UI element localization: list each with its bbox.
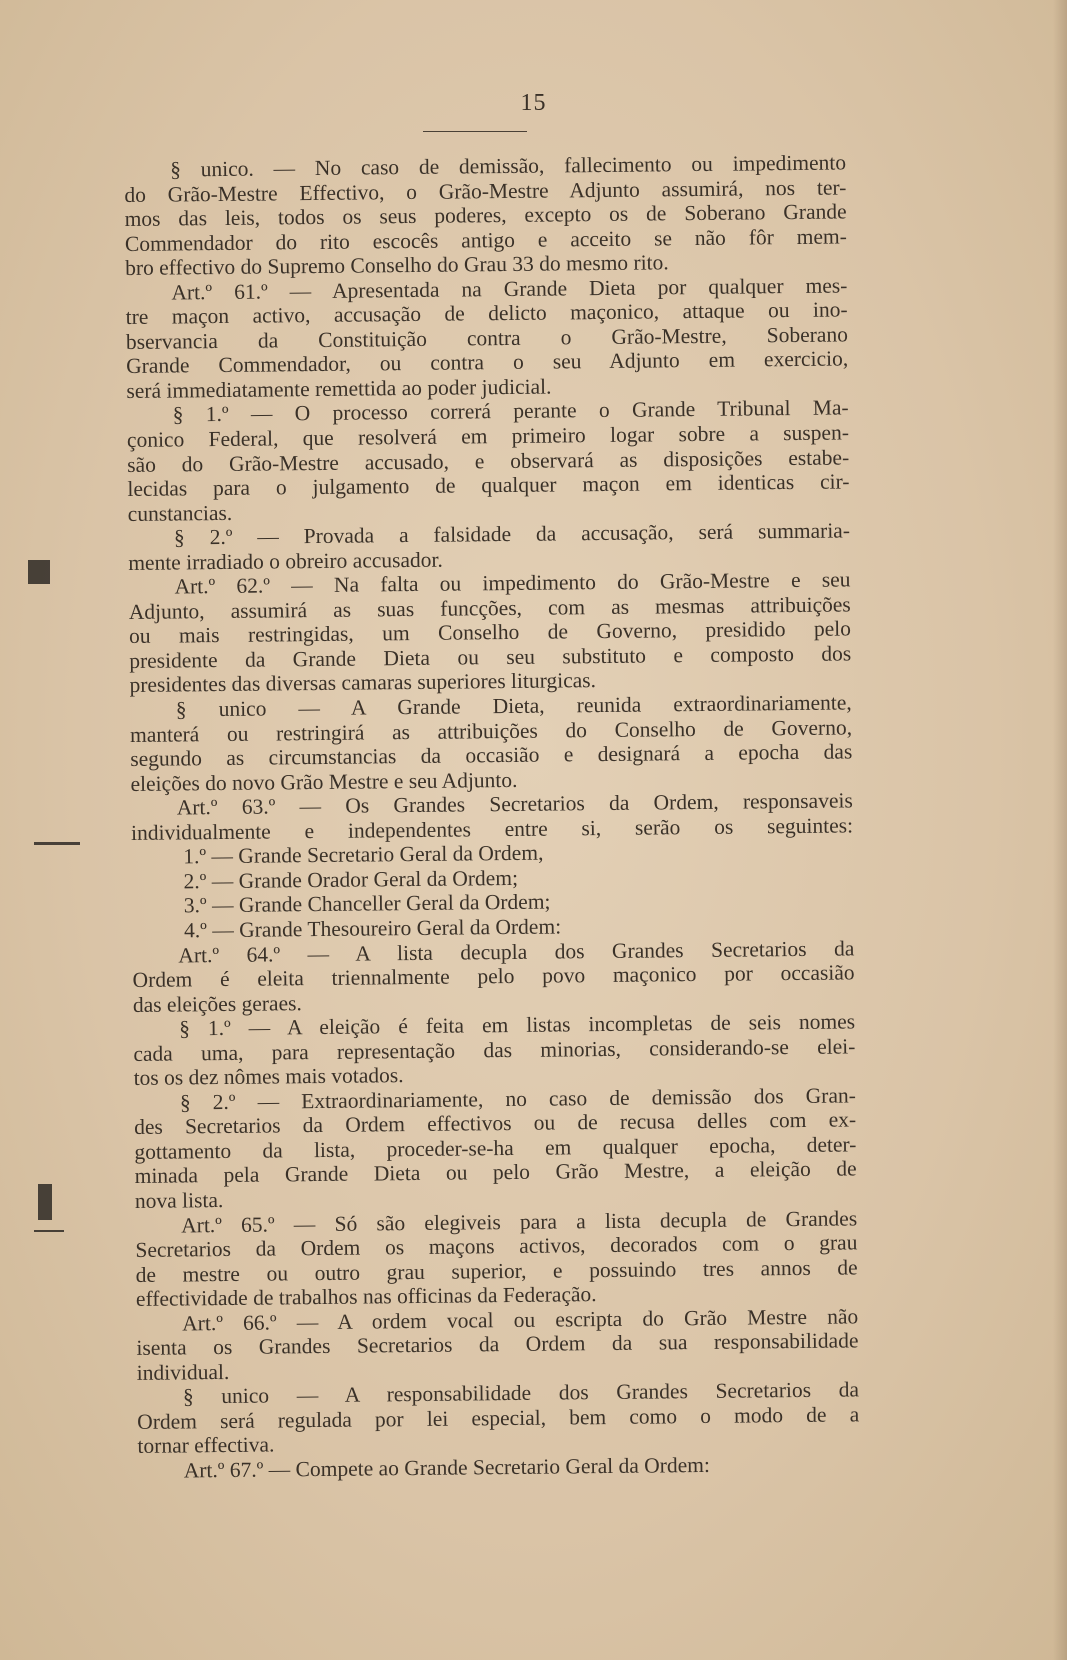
text-line: Secretarios da Ordem os maçons activos, decorados com o grau [135, 1230, 858, 1263]
text-line: ou mais restringidas, um Conselho de Governo, presidido pelo [128, 616, 852, 649]
text-line: effectividade de trabalhos nas officinas da Federação. [135, 1282, 597, 1312]
text-line: tos os dez nômes mais votados. [133, 1063, 404, 1091]
text-line: Adjunto, assumirá as suas funcções, com as mesmas attribuições [128, 592, 851, 624]
text-line: bro effectivo do Supremo Conselho do Grau 33 do mesmo rito. [125, 250, 669, 281]
text-line: manterá ou restringirá as attribuições do Conselho de Governo, [129, 714, 853, 747]
text-line: cunstancias. [127, 500, 233, 526]
margin-ink-mark [38, 1184, 52, 1220]
text-line: são do Grão-Mestre accusado, e observará as disposições estabe- [127, 444, 850, 477]
text-line: bservancia da Constituição contra o Grão-Mestre, Soberano [125, 322, 849, 354]
header-rule [423, 131, 527, 132]
text-line: Art.º 67.º — Compete ao Grande Secretario Geral da Ordem: [183, 1452, 711, 1483]
text-line: § unico — A Grande Dieta, reunida extraordinariamente, [175, 690, 852, 722]
text-line: Commendador do rito escocês antigo e acceito se não fôr mem- [124, 224, 847, 256]
page-edge-shadow [1053, 0, 1067, 1660]
text-line: Ordem será regulada por lei especial, bem como o modo de a [137, 1402, 860, 1434]
text-line: § 2.º — Extraordinariamente, no caso de demissão dos Gran- [179, 1083, 856, 1115]
text-line: mente irradiado o obreiro accusador. [128, 547, 443, 575]
text-line: Art.º 64.º — A lista decupla dos Grandes Secretarios da [178, 935, 855, 967]
text-line: Grande Commendador, ou contra o seu Adjunto em exercicio, [126, 346, 849, 379]
body-text [124, 150, 860, 1483]
text-line: § 2.º — Provada a falsidade da accusação, será summaria- [173, 518, 851, 550]
text-line: Art.º 63.º — Os Grandes Secretarios da Ordem, responsaveis [176, 788, 853, 820]
text-line: presidente da Grande Dieta ou seu substituto e composto dos [129, 641, 852, 673]
margin-ink-mark [28, 560, 50, 584]
text-line: lecidas para o julgamento de qualquer maçon em identicas cir- [127, 469, 850, 502]
text-line: minada pela Grande Dieta ou pelo Grão Mestre, a eleição de [134, 1156, 857, 1189]
text-line: eleições do novo Grão Mestre e seu Adjunto. [130, 767, 518, 796]
text-line: 1.º — Grande Secretario Geral da Ordem, [183, 840, 544, 869]
text-line: isenta os Grandes Secretarios da Ordem da sua responsabilidade [136, 1328, 859, 1361]
text-line: será immediatamente remettida ao poder judicial. [126, 374, 552, 403]
text-line: Art.º 65.º — Só são elegiveis para a lista decupla de Grandes [181, 1205, 858, 1237]
text-line: § 1.º — A eleição é feita em listas incompletas de seis nomes [178, 1009, 856, 1041]
margin-ink-mark [34, 842, 80, 845]
text-line: Ordem é eleita triennalmente pelo povo maçonico por occasião [132, 960, 855, 993]
text-line: 3.º — Grande Chanceller Geral da Ordem; [183, 889, 551, 918]
text-line: nova lista. [134, 1187, 224, 1213]
text-line: mos das leis, todos os seus poderes, excepto os de Soberano Grande [124, 199, 847, 232]
text-line: presidentes das diversas camaras superiores liturgicas. [129, 668, 597, 698]
text-line: Art.º 66.º — A ordem vocal ou escripta do Grão Mestre não [182, 1304, 859, 1336]
text-line: Art.º 62.º — Na falta ou impedimento do Grão-Mestre e seu [174, 567, 851, 599]
text-line: do Grão-Mestre Effectivo, o Grão-Mestre Adjunto assumirá, nos ter- [124, 174, 847, 207]
text-line: § unico — A responsabilidade dos Grandes Secretarios da [182, 1377, 860, 1409]
text-line: individualmente e independentes entre si, serão os seguintes: [130, 813, 854, 845]
text-line: gottamento da lista, proceder-se-ha em qualquer epocha, deter- [134, 1132, 857, 1164]
text-line: Art.º 61.º — Apresentada na Grande Dieta por qualquer mes- [171, 273, 848, 305]
text-line: de mestre ou outro grau superior, e possuindo tres annos de [135, 1254, 858, 1287]
text-line: das eleições geraes. [132, 990, 302, 1017]
margin-ink-mark [34, 1230, 64, 1232]
text-line: tre maçon activo, accusação de delicto maçonico, attaque ou ino- [125, 297, 848, 330]
text-line: cada uma, para representação das minorias, considerando-se elei- [133, 1034, 856, 1066]
text-line: des Secretarios da Ordem effectivos ou de recusa delles com ex- [134, 1107, 857, 1140]
text-line: segundo as circumstancias da occasião e designará a epocha das [130, 739, 853, 772]
text-line: çonico Federal, que resolverá em primeiro logar sobre a suspen- [126, 420, 850, 452]
page-number: 15 [520, 90, 547, 116]
text-line: § unico. — No caso de demissão, fallecimento ou impedimento [169, 150, 847, 182]
text-line: 2.º — Grande Orador Geral da Ordem; [183, 865, 519, 894]
text-line: tornar effectiva. [137, 1432, 275, 1459]
text-line: § 1.º — O processo correrá perante o Grande Tribunal Ma- [172, 395, 849, 427]
text-line: 4.º — Grande Thesoureiro Geral da Ordem: [183, 914, 562, 943]
text-line: individual. [136, 1359, 230, 1385]
